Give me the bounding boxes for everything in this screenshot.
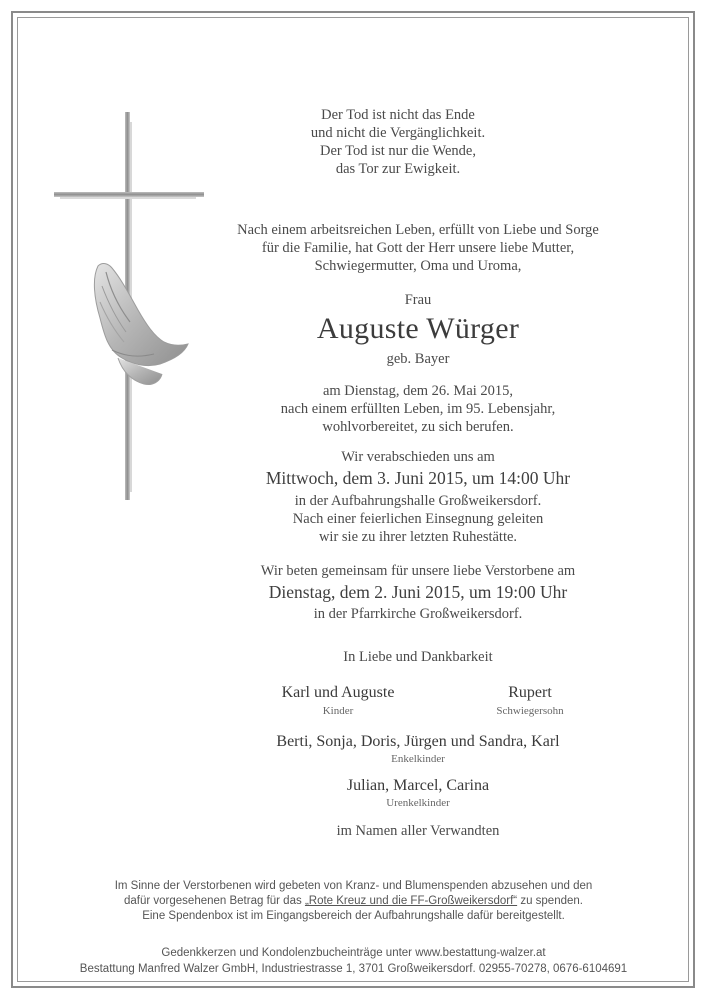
intro-line: Schwiegermutter, Oma und Uroma, — [314, 258, 522, 274]
farewell-detail: Nach einer feierlichen Einsegnung geleiten — [292, 511, 544, 527]
grandchildren-names: Berti, Sonja, Doris, Jürgen und Sandra, Karl — [276, 733, 560, 750]
donation-text: dafür vorgesehenen Betrag für das — [124, 895, 305, 907]
prayer-datetime: Dienstag, dem 2. Juni 2015, um 19:00 Uhr — [268, 582, 568, 602]
salutation: Frau — [404, 292, 432, 308]
son-in-law-name: Rupert — [508, 684, 552, 701]
intro-line: Nach einem arbeitsreichen Leben, erfüllt von Liebe und Sorge — [237, 222, 599, 238]
praying-hands-icon — [88, 258, 192, 388]
great-grandchildren-label: Urenkelkinder — [386, 797, 450, 809]
farewell-datetime: Mittwoch, dem 3. Juni 2015, um 14:00 Uhr — [265, 468, 571, 488]
children-label: Kinder — [322, 705, 354, 717]
poem-line: das Tor zur Ewigkeit. — [335, 161, 461, 177]
intro-line: für die Familie, hat Gott der Herr unsere liebe Mutter, — [261, 240, 575, 256]
death-info-line: am Dienstag, dem 26. Mai 2015, — [322, 383, 514, 399]
prayer-intro: Wir beten gemeinsam für unsere liebe Verstorbene am — [260, 563, 576, 579]
donation-recipient: „Rote Kreuz und die FF-Großweikersdorf“ — [304, 895, 518, 907]
donation-line: Im Sinne der Verstorbenen wird gebeten von Kranz- und Blumenspenden abzusehen und den — [114, 880, 593, 892]
closing: In Liebe und Dankbarkeit — [343, 649, 493, 665]
death-info-line: wohlvorbereitet, zu sich berufen. — [322, 419, 514, 435]
farewell-detail: in der Aufbahrungshalle Großweikersdorf. — [294, 493, 542, 509]
donation-line: Eine Spendenbox ist im Eingangsbereich der Aufbahrungshalle dafür bereitgestellt. — [142, 910, 565, 922]
prayer-location: in der Pfarrkirche Großweikersdorf. — [313, 606, 523, 622]
grandchildren-label: Enkelkinder — [391, 753, 445, 765]
farewell-intro: Wir verabschieden uns am — [341, 449, 495, 465]
donation-line — [0, 895, 707, 907]
farewell-detail: wir sie zu ihrer letzten Ruhestätte. — [318, 529, 518, 545]
donation-text: zu spenden. — [517, 895, 583, 907]
poem-line: Der Tod ist nur die Wende, — [320, 143, 476, 159]
footer-line: Bestattung Manfred Walzer GmbH, Industriestrasse 1, 3701 Großweikersdorf. 02955-70278, 0676-6104691 — [79, 963, 628, 975]
great-grandchildren-names: Julian, Marcel, Carina — [346, 777, 490, 794]
birth-name: geb. Bayer — [386, 351, 450, 367]
footer-line: Gedenkkerzen und Kondolenzbucheinträge unter www.bestattung-walzer.at — [161, 947, 546, 959]
relatives: im Namen aller Verwandten — [336, 823, 500, 839]
poem-line: Der Tod ist nicht das Ende — [321, 107, 475, 123]
son-in-law-label: Schwiegersohn — [496, 705, 564, 717]
poem-line: und nicht die Vergänglichkeit. — [310, 125, 486, 141]
children-names: Karl und Auguste — [281, 684, 395, 701]
deceased-name: Auguste Würger — [316, 312, 520, 345]
death-info-line: nach einem erfüllten Leben, im 95. Lebensjahr, — [280, 401, 556, 417]
